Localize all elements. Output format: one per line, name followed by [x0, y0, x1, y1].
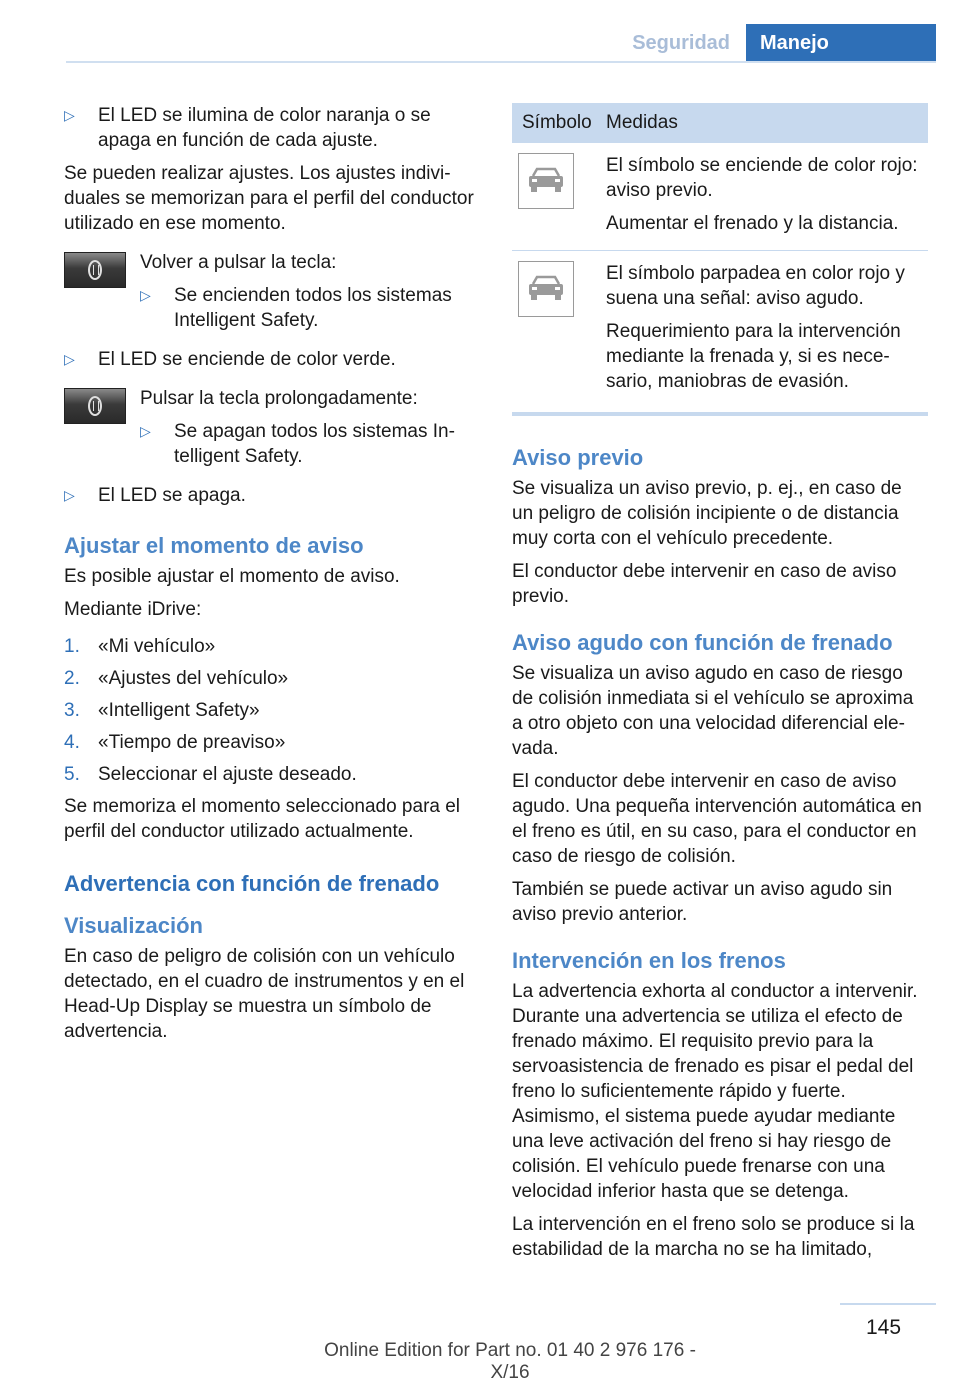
car-warning-icon [518, 153, 574, 209]
step-item [64, 634, 480, 659]
step-number: 1. [64, 636, 80, 657]
paragraph: Se pueden realizar ajustes. Los ajustes individuales se memorizan para el perfil del conductor utilizado en ese momento. [64, 163, 474, 234]
paragraph: En caso de peligro de colisión con un vehículo detectado, en el cuadro de instrumentos y en el Head-Up Display se muestra un símbolo de advertencia. [64, 946, 465, 1042]
intelligent-safety-key-icon [64, 252, 126, 288]
symbol-table [512, 103, 928, 416]
right-column [512, 103, 928, 1270]
step-text: «Mi vehículo» [98, 636, 216, 657]
paragraph: También se puede activar un aviso agudo sin aviso previo anterior. [512, 879, 893, 925]
paragraph: La intervención en el freno solo se produce si la estabilidad de la marcha no se ha limitado, [512, 1214, 915, 1260]
paragraph: Se visualiza un aviso agudo en caso de riesgo de colisión inmediata si el vehículo se aproxima a otro objeto con una velocidad diferencial elevada. [512, 663, 914, 759]
section-heading: Intervención en los frenos [512, 948, 786, 973]
table-cell-text: El símbolo parpadea en color rojo y suena una señal: aviso agudo. [606, 263, 905, 309]
list-item-text: Se encienden todos los sistemas Intelligent Safety. [174, 285, 452, 331]
footer-divider [840, 1303, 936, 1305]
edition-footer: Online Edition for Part no. 01 40 2 976 176 - X/16 [324, 1340, 696, 1383]
triangle-bullet-icon: ▷ [64, 351, 75, 367]
paragraph: Se memoriza el momento seleccionado para el perfil del conductor utilizado actualmente. [64, 796, 461, 842]
triangle-bullet-icon: ▷ [64, 107, 75, 123]
list-item [140, 283, 480, 333]
step-number: 4. [64, 732, 80, 753]
paragraph: Es posible ajustar el momento de aviso. [64, 566, 400, 587]
list-item-text: El LED se enciende de color verde. [98, 349, 396, 370]
car-warning-icon [518, 261, 574, 317]
key-instruction [64, 250, 480, 341]
step-item [64, 762, 480, 787]
step-text: Seleccionar el ajuste deseado. [98, 764, 357, 785]
list-item-text: Se apagan todos los sistemas Intelligent Safety. [174, 421, 455, 467]
section-heading: Aviso previo [512, 445, 644, 470]
table-cell-text: Aumentar el frenado y la distancia. [606, 213, 899, 234]
section-heading: Ajustar el momento de aviso [64, 533, 364, 558]
list-item-text: El LED se ilumina de color naranja o se apaga en función de cada ajuste. [98, 105, 431, 151]
step-number: 2. [64, 668, 80, 689]
table-row [512, 251, 928, 415]
table-cell-text: Requerimiento para la intervención mediante la frenada y, si es necesario, maniobras de evasión. [606, 321, 901, 392]
list-item [64, 103, 480, 153]
intelligent-safety-key-icon [64, 388, 126, 424]
step-text: «Tiempo de preaviso» [98, 732, 286, 753]
table-header-measures: Medidas [596, 103, 928, 143]
tab-seguridad[interactable]: Seguridad [632, 32, 730, 54]
list-item [140, 419, 480, 469]
step-item [64, 698, 480, 723]
step-number: 3. [64, 700, 80, 721]
key-intro: Volver a pulsar la tecla: [140, 252, 337, 273]
triangle-bullet-icon: ▷ [64, 487, 75, 503]
header-tabs [616, 24, 936, 62]
left-column [64, 103, 480, 1052]
step-text: «Ajustes del vehículo» [98, 668, 289, 689]
list-item [64, 347, 480, 372]
section-heading: Aviso agudo con función de frenado [512, 630, 893, 655]
key-instruction [64, 386, 480, 477]
step-item [64, 730, 480, 755]
table-row [512, 143, 928, 251]
paragraph: La advertencia exhorta al conductor a intervenir. Durante una advertencia se utiliza el efecto de frenado máximo. El requisito previo para la servoasistencia de frenado es pisar el pedal del freno lo suficientemente rápido y fuerte. Asimismo, el sistema puede ayudar mediante una leve activación del freno si hay riesgo de colisión. El vehículo puede frenarse con una velocidad inferior hasta que se detenga. [512, 981, 918, 1202]
header-divider [66, 61, 936, 63]
paragraph: Mediante iDrive: [64, 599, 202, 620]
step-number: 5. [64, 764, 80, 785]
triangle-bullet-icon: ▷ [140, 287, 151, 303]
chapter-heading: Advertencia con función de frenado [64, 871, 440, 896]
paragraph: El conductor debe intervenir en caso de aviso agudo. Una pequeña intervención automática en el freno es útil, en su caso, para el conductor en caso de riesgo de colisión. [512, 771, 922, 867]
list-item [64, 483, 480, 508]
table-cell-text: El símbolo se enciende de color rojo: aviso previo. [606, 155, 918, 201]
numbered-steps [64, 634, 480, 787]
section-heading: Visualización [64, 913, 203, 938]
page-number: 145 [866, 1316, 902, 1339]
step-item [64, 666, 480, 691]
list-item-text: El LED se apaga. [98, 485, 246, 506]
step-text: «Intelligent Safety» [98, 700, 260, 721]
table-header-symbol: Símbolo [512, 103, 596, 143]
paragraph: Se visualiza un aviso previo, p. ej., en caso de un peligro de colisión incipiente o de distancia muy corta con el vehículo precedente. [512, 478, 902, 549]
triangle-bullet-icon: ▷ [140, 423, 151, 439]
key-intro: Pulsar la tecla prolongadamente: [140, 388, 418, 409]
paragraph: El conductor debe intervenir en caso de aviso previo. [512, 561, 897, 607]
tab-manejo[interactable]: Manejo [746, 24, 936, 62]
